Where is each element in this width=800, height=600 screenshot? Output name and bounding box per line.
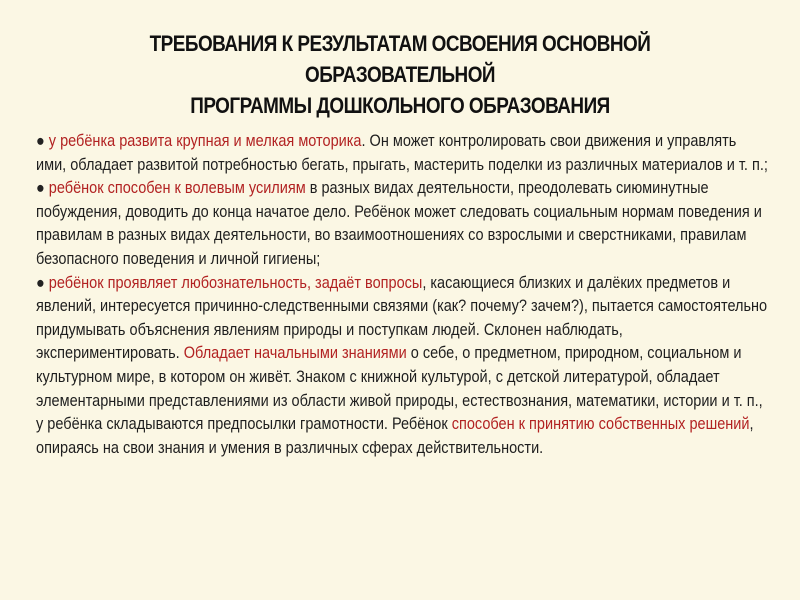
requirement-item	[36, 177, 763, 271]
page-title	[82, 28, 718, 121]
text-line	[36, 154, 768, 178]
text-line	[36, 295, 768, 319]
text-line	[36, 366, 763, 390]
text-line	[36, 342, 763, 366]
text-segment: придумывать объяснения явлениям природы и поступкам людей. Склонен наблюдать,	[36, 320, 623, 339]
requirement-item	[36, 272, 768, 461]
bullet-icon: ●	[36, 273, 49, 292]
requirements-list	[36, 130, 768, 460]
title-line: ТРЕБОВАНИЯ К РЕЗУЛЬТАТАМ ОСВОЕНИЯ ОСНОВНОЙ ОБРАЗОВАТЕЛЬНОЙ	[149, 31, 651, 87]
text-segment: опираясь на свои знания и умения в различных сферах действительности.	[36, 438, 544, 457]
text-segment: безопасного поведения и личной гигиены;	[36, 249, 321, 268]
text-segment: правилам в разных видах деятельности, во взаимоотношениях со взрослыми и сверстниками, правилам	[36, 226, 747, 245]
text-segment: ими, обладает развитой потребностью бегать, прыгать, мастерить поделки из различных материалов и т. п.;	[36, 155, 768, 174]
text-line	[36, 130, 763, 154]
text-segment: . Он может контролировать свои движения и управлять	[361, 132, 737, 150]
text-segment: , касающиеся близких и далёких предметов и	[422, 273, 731, 292]
highlighted-text: у ребёнка развита крупная и мелкая моторика	[48, 132, 362, 150]
text-line	[36, 390, 763, 414]
text-segment: экспериментировать.	[36, 344, 184, 363]
requirement-item	[36, 130, 768, 177]
title-line: ПРОГРАММЫ ДОШКОЛЬНОГО ОБРАЗОВАНИЯ	[190, 93, 610, 118]
text-segment: ,	[749, 415, 754, 434]
text-segment: побуждения, доводить до конца начатое дело. Ребёнок может следовать социальным нормам поведения и	[36, 202, 762, 221]
text-line	[36, 248, 763, 272]
text-line	[36, 177, 763, 201]
highlighted-text: ребёнок способен к волевым усилиям	[48, 179, 306, 198]
text-line	[36, 413, 763, 437]
text-line	[36, 319, 763, 343]
text-segment: явлений, интересуется причинно-следственными связями (как? почему? зачем?), пытается самостоятельно	[36, 297, 768, 316]
text-segment: у ребёнка складываются предпосылки грамотности. Ребёнок	[36, 415, 452, 434]
text-segment: элементарными представлениями из области живой природы, естествознания, математики, истории и т. п.,	[36, 391, 763, 410]
highlighted-text: способен к принятию собственных решений	[451, 415, 750, 434]
bullet-icon: ●	[36, 179, 49, 198]
highlighted-text: ребёнок проявляет любознательность, задаёт вопросы	[48, 273, 423, 292]
text-line	[36, 437, 763, 461]
text-line	[36, 201, 763, 225]
text-segment: в разных видах деятельности, преодолевать сиюминутные	[305, 179, 709, 198]
text-line	[36, 224, 763, 248]
highlighted-text: Обладает начальными знаниями	[183, 344, 407, 363]
text-segment: о себе, о предметном, природном, социальном и	[406, 344, 742, 363]
text-segment: культурном мире, в котором он живёт. Знаком с книжной культурой, с детской литературой, обладает	[36, 367, 720, 386]
bullet-icon: ●	[36, 132, 49, 150]
text-line	[36, 272, 763, 296]
